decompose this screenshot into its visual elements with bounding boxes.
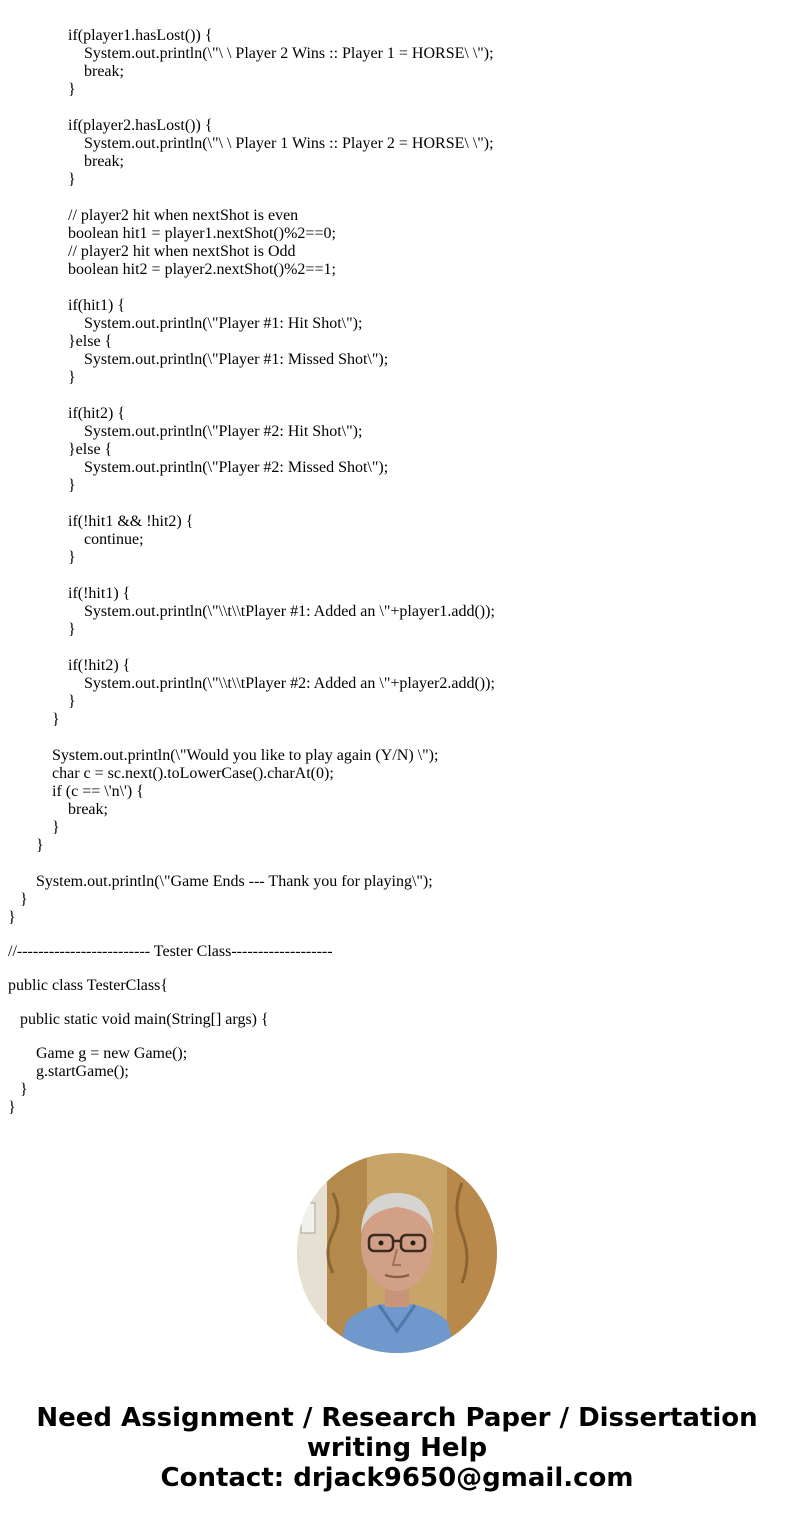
code-line: } [52, 711, 60, 728]
code-line: if (c == \'n\') { [52, 783, 144, 800]
footer-line-3: Contact: drjack9650@gmail.com [160, 1463, 634, 1493]
code-line: break; [84, 63, 124, 80]
code-line: System.out.println(\"Player #2: Missed Shot\"); [84, 459, 389, 476]
code-listing [8, 0, 788, 1117]
code-line: } [68, 477, 76, 494]
code-line: System.out.println(\"\ \ Player 1 Wins :: Player 2 = HORSE\ \"); [84, 135, 494, 152]
code-line: boolean hit1 = player1.nextShot()%2==0; [68, 225, 336, 242]
code-line: g.startGame(); [36, 1063, 129, 1080]
code-line: System.out.println(\"Would you like to play again (Y/N) \"); [52, 747, 439, 764]
code-line: } [68, 549, 76, 566]
code-line: Game g = new Game(); [36, 1045, 188, 1062]
code-line: System.out.println(\"Game Ends --- Thank you for playing\"); [36, 873, 433, 890]
code-line: System.out.println(\"Player #2: Hit Shot\"); [84, 423, 363, 440]
code-line: // player2 hit when nextShot is Odd [68, 243, 296, 260]
code-line: } [52, 819, 60, 836]
code-line: } [68, 369, 76, 386]
code-line: if(!hit1 && !hit2) { [68, 513, 194, 530]
author-avatar [297, 1153, 497, 1353]
code-line [8, 0, 788, 18]
code-line: } [68, 171, 76, 188]
code-line: System.out.println(\"Player #1: Hit Shot\"); [84, 315, 363, 332]
code-line: break; [84, 153, 124, 170]
code-line: } [8, 909, 16, 926]
code-line: break; [68, 801, 108, 818]
code-line: System.out.println(\"\\t\\tPlayer #1: Added an \"+player1.add()); [84, 603, 495, 620]
code-line: if(!hit2) { [68, 657, 131, 674]
code-line: public class TesterClass{ [8, 977, 169, 994]
author-photo [297, 1153, 497, 1353]
code-line: } [68, 621, 76, 638]
code-line: if(hit2) { [68, 405, 125, 422]
code-line: boolean hit2 = player2.nextShot()%2==1; [68, 261, 336, 278]
code-line: } [68, 693, 76, 710]
code-line: if(!hit1) { [68, 585, 131, 602]
code-line: public static void main(String[] args) { [20, 1011, 269, 1028]
footer-line-2: writing Help [306, 1433, 488, 1463]
code-line: //------------------------- Tester Class------------------- [8, 943, 333, 960]
footer-line-1: Need Assignment / Research Paper / Dissertation [36, 1403, 758, 1433]
code-line: } [20, 891, 28, 908]
code-line: if(player2.hasLost()) { [68, 117, 213, 134]
footer-contact [0, 1403, 794, 1493]
code-line: char c = sc.next().toLowerCase().charAt(0); [52, 765, 334, 782]
code-line: if(hit1) { [68, 297, 125, 314]
code-line: }else { [68, 333, 113, 350]
code-line: } [68, 81, 76, 98]
code-line: // player2 hit when nextShot is even [68, 207, 299, 224]
code-line: continue; [84, 531, 144, 548]
code-line: } [8, 1099, 16, 1116]
code-line: System.out.println(\"\\t\\tPlayer #2: Added an \"+player2.add()); [84, 675, 495, 692]
code-line: } [20, 1081, 28, 1098]
code-line: } [36, 837, 44, 854]
code-line: System.out.println(\"\ \ Player 2 Wins :: Player 1 = HORSE\ \"); [84, 45, 494, 62]
code-line: System.out.println(\"Player #1: Missed Shot\"); [84, 351, 389, 368]
code-line: }else { [68, 441, 113, 458]
code-line: if(player1.hasLost()) { [68, 27, 213, 44]
